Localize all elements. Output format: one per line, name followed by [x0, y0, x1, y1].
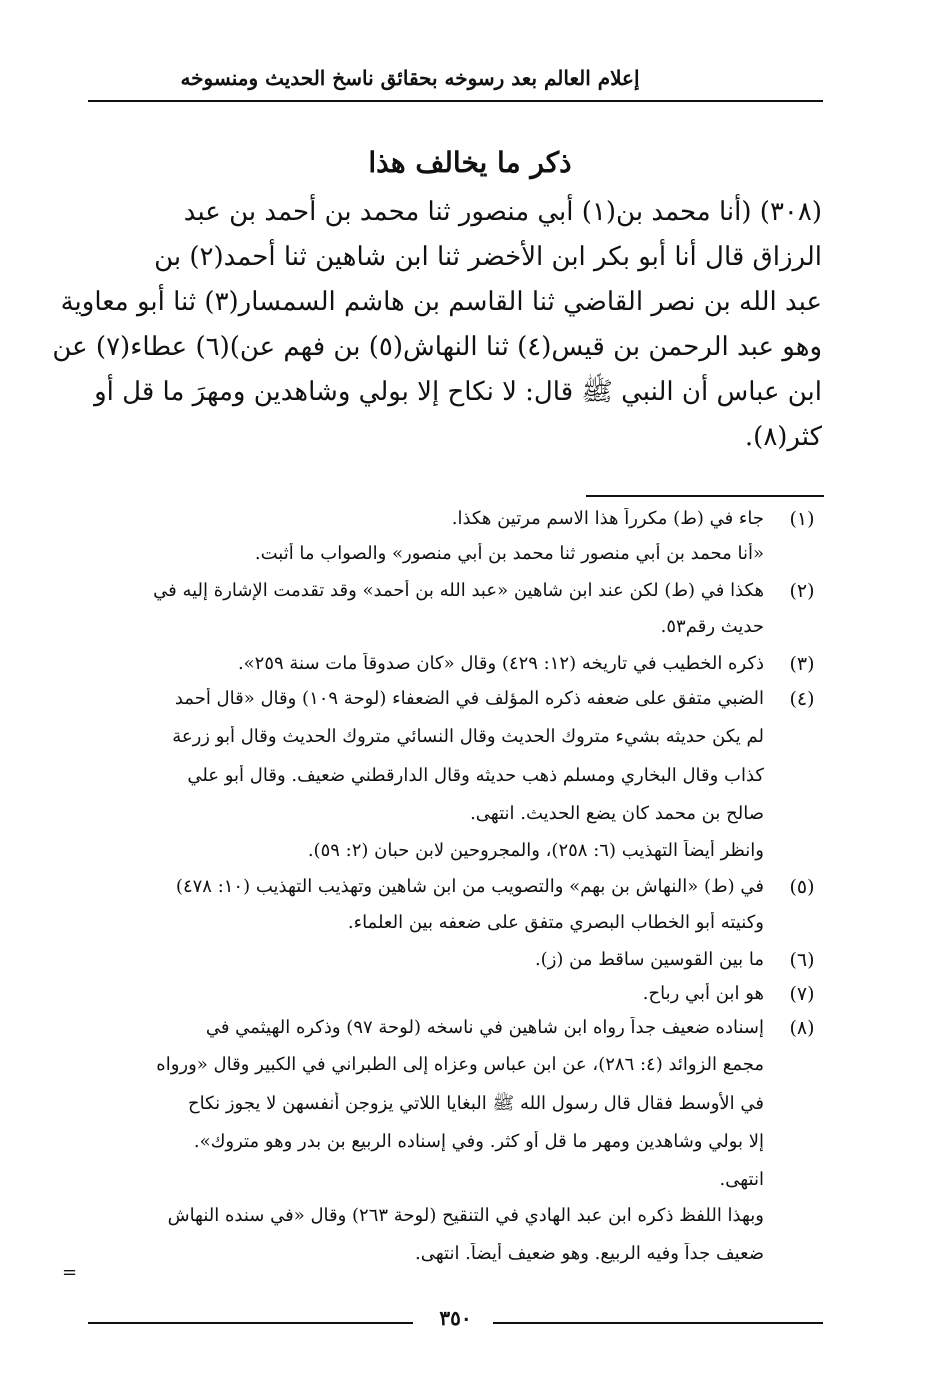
main-text-line: ابن عباس أن النبي ﷺ قال: لا نكاح إلا بولي وشاهدين ومهرَ ما قل أو [94, 377, 822, 407]
main-text-line: (٣٠٨) (أنا محمد بن(١) أبي منصور ثنا محمد بن أحمد بن عبد [183, 197, 822, 227]
footnote-text: ضعيف جداً وفيه الربيع. وهو ضعيف أيضاً. انتهى. [414, 1243, 764, 1264]
footnote-text: هو ابن أبي رباح. [642, 983, 764, 1004]
footnote-number: (٣) [789, 653, 815, 675]
footnote-text: وانظر أيضاً التهذيب (٦: ٢٥٨)، والمجروحين لابن حبان (٢: ٥٩). [307, 840, 764, 861]
footnote-text: الضبي متفق على ضعفه ذكره المؤلف في الضعفاء (لوحة ١٠٩) وقال «قال أحمد [174, 688, 764, 709]
footnote-text: مجمع الزوائد (٤: ٢٨٦)، عن ابن عباس وعزاه إلى الطبراني في الكبير وقال «ورواه [156, 1054, 764, 1075]
footnote-row [86, 653, 826, 687]
footnote-text: حديث رقم٥٣. [660, 616, 764, 637]
footnote-row [86, 726, 826, 760]
footnote-row [86, 616, 826, 650]
footnote-text: وكنيته أبو الخطاب البصري متفق على ضعفه بين العلماء. [347, 912, 764, 933]
footnote-row [86, 983, 826, 1017]
footer-divider-left [88, 1322, 413, 1324]
footnote-text: «أنا محمد بن أبي منصور ثنا محمد بن أبي منصور» والصواب ما أثبت. [254, 543, 764, 564]
footnote-text: في الأوسط فقال قال رسول الله ﷺ البغايا اللاتي يزوجن أنفسهن لا يجوز نكاح [188, 1093, 764, 1114]
footnote-row [86, 876, 826, 910]
footnote-row [86, 912, 826, 946]
footnote-text: في (ط) «النهاش بن بهم» والتصويب من ابن شاهين وتهذيب التهذيب (١٠: ٤٧٨) [175, 876, 764, 897]
footnote-text: كذاب وقال البخاري ومسلم ذهب حديثه وقال الدارقطني ضعيف. وقال أبو علي [187, 765, 764, 786]
footnote-row [86, 508, 826, 542]
footnote-text: وبهذا اللفظ ذكره ابن عبد الهادي في التنقيح (لوحة ٢٦٣) وقال «في سنده النهاش [167, 1205, 764, 1226]
footnote-row [86, 543, 826, 577]
footnote-row [86, 840, 826, 874]
footnote-text: ما بين القوسين ساقط من (ز). [534, 949, 764, 970]
footnote-number: (٨) [789, 1017, 815, 1039]
footnote-text: ذكره الخطيب في تاريخه (١٢: ٤٢٩) وقال «كان صدوقاً مات سنة ٢٥٩». [237, 653, 764, 674]
margin-mark: = [62, 1262, 78, 1283]
footnote-row [86, 1205, 826, 1239]
footnote-text: لم يكن حديثه بشيء متروك الحديث وقال النسائي متروك الحديث وقال أبو زرعة [172, 726, 764, 747]
footnote-number: (١) [789, 508, 815, 530]
page-number: ٣٥٠ [439, 1306, 472, 1330]
footnote-number: (٦) [789, 949, 815, 971]
footnote-row [86, 580, 826, 614]
running-header-title: إعلام العالم بعد رسوخه بحقائق ناسخ الحديث ومنسوخه [180, 66, 640, 90]
footnote-text: انتهى. [719, 1169, 764, 1190]
main-text-line: الرزاق قال أنا أبو بكر ابن الأخضر ثنا ابن شاهين ثنا أحمد(٢) بن [154, 242, 822, 272]
footnote-divider [586, 495, 824, 497]
footnote-number: (٢) [789, 580, 815, 602]
footnote-row [86, 1092, 826, 1126]
footnote-text: هكذا في (ط) لكن عند ابن شاهين «عبد الله بن أحمد» وقد تقدمت الإشارة إليه في [153, 580, 764, 601]
footnote-number: (٤) [789, 688, 815, 710]
main-text-line: كثر(٨). [744, 422, 822, 452]
footnote-row [86, 803, 826, 837]
footnote-text: جاء في (ط) مكرراً هذا الاسم مرتين هكذا. [451, 508, 764, 529]
footnote-row [86, 949, 826, 983]
main-text-line: وهو عبد الرحمن بن قيس(٤) ثنا النهاش(٥) بن فهم عن)(٦) عطاء(٧) عن [52, 332, 822, 362]
footnote-row [86, 765, 826, 799]
footer-divider-right [493, 1322, 823, 1324]
header-divider [88, 100, 823, 102]
footnote-row [86, 1054, 826, 1088]
footnote-number: (٥) [789, 876, 815, 898]
footnote-number: (٧) [789, 983, 815, 1005]
main-text-block [52, 190, 822, 460]
footnote-row [86, 1131, 826, 1165]
section-heading: ذكر ما يخالف هذا [368, 146, 572, 179]
footnote-text: إسناده ضعيف جداً رواه ابن شاهين في ناسخه (لوحة ٩٧) وذكره الهيثمي في [205, 1017, 764, 1038]
page-footer [88, 1306, 823, 1336]
footnote-row [86, 688, 826, 722]
footnote-row [86, 1243, 826, 1277]
main-text-line: عبد الله بن نصر القاضي ثنا القاسم بن هاشم السمسار(٣) ثنا أبو معاوية [60, 287, 822, 317]
footnote-row [86, 1169, 826, 1203]
footnote-row [86, 1017, 826, 1051]
footnote-text: إلا بولي وشاهدين ومهر ما قل أو كثر. وفي إسناده الربيع بن بدر وهو متروك». [193, 1131, 764, 1152]
footnote-text: صالح بن محمد كان يضع الحديث. انتهى. [470, 803, 764, 824]
